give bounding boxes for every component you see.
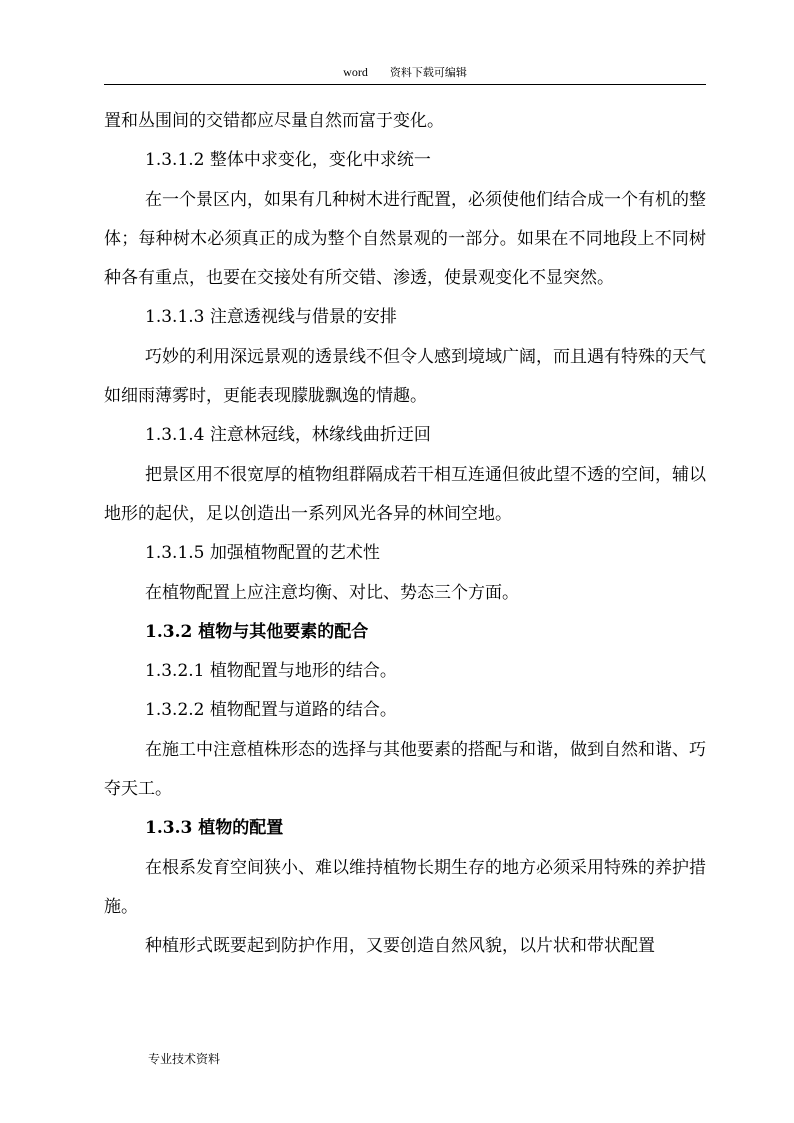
paragraph: 巧妙的利用深远景观的透景线不但令人感到境域广阔，而且遇有特殊的天气如细雨薄雾时，更能表现朦胧飘逸的情趣。	[104, 346, 706, 407]
section-heading: 1.3.1.3 注意透视线与借景的安排	[145, 307, 397, 328]
paragraph: 在一个景区内，如果有几种树木进行配置，必须使他们结合成一个有机的整体；每种树木必须真正的成为整个自然景观的一部分。如果在不同地段上不同树种各有重点，也要在交接处有所交错、渗透，使景观变化不显突然。	[104, 189, 706, 289]
page-footer: 专业技术资料	[148, 1052, 221, 1066]
page-header	[104, 62, 706, 85]
paragraph: 在施工中注意植株形态的选择与其他要素的搭配与和谐，做到自然和谐、巧夺天工。	[104, 739, 706, 800]
document-body	[104, 102, 706, 967]
section-heading: 1.3.1.2 整体中求变化，变化中求统一	[145, 150, 431, 171]
paragraph: 置和丛围间的交错都应尽量自然而富于变化。	[104, 111, 444, 131]
paragraph: 在植物配置上应注意均衡、对比、势态三个方面。	[145, 582, 519, 603]
subsection-heading: 1.3.2 植物与其他要素的配合	[145, 621, 369, 642]
paragraph: 把景区用不很宽厚的植物组群隔成若干相互连通但彼此望不透的空间，辅以地形的起伏，足以创造出一系列风光各异的林间空地。	[104, 464, 706, 524]
header-word: word	[343, 65, 368, 79]
section-heading: 1.3.2.2 植物配置与道路的结合。	[145, 700, 397, 721]
section-heading: 1.3.2.1 植物配置与地形的结合。	[145, 661, 397, 682]
paragraph: 种植形式既要起到防护作用，又要创造自然风貌，以片状和带状配置	[145, 936, 655, 957]
paragraph: 在根系发育空间狭小、难以维持植物长期生存的地方必须采用特殊的养护措施。	[104, 857, 706, 917]
subsection-heading: 1.3.3 植物的配置	[145, 818, 284, 839]
section-heading: 1.3.1.5 加强植物配置的艺术性	[145, 543, 380, 564]
header-caption: 资料下载可编辑	[389, 66, 467, 79]
section-heading: 1.3.1.4 注意林冠线，林缘线曲折迂回	[145, 425, 431, 446]
